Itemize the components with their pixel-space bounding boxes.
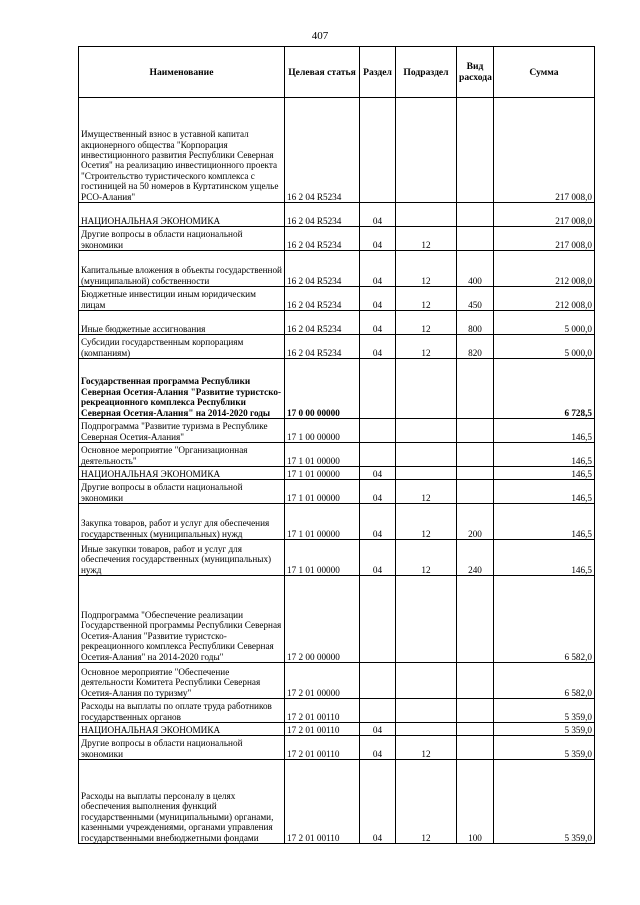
cell-type: 240: [457, 540, 494, 576]
table-row: [79, 480, 595, 504]
cell-code: 17 2 01 00110: [285, 736, 360, 760]
cell-type: [457, 467, 494, 480]
cell-subsection: 12: [396, 540, 457, 576]
cell-sum: 217 008,0: [494, 98, 595, 203]
cell-sum: 6 582,0: [494, 576, 595, 663]
cell-name: Другие вопросы в области национальной экономики: [79, 480, 285, 504]
cell-name: Иные бюджетные ассигнования: [79, 311, 285, 335]
cell-code: 16 2 04 R5234: [285, 227, 360, 251]
cell-code: 17 1 00 00000: [285, 419, 360, 443]
cell-name: Иные закупки товаров, работ и услуг для обеспечения государственных (муниципальных) нужд: [79, 540, 285, 576]
cell-section: 04: [360, 335, 396, 359]
table-row: [79, 467, 595, 480]
cell-section: 04: [360, 227, 396, 251]
table-row: [79, 203, 595, 227]
cell-sum: 146,5: [494, 443, 595, 467]
cell-sum: 146,5: [494, 480, 595, 504]
cell-type: [457, 203, 494, 227]
cell-subsection: 12: [396, 227, 457, 251]
cell-subsection: [396, 467, 457, 480]
cell-sum: 5 359,0: [494, 699, 595, 723]
cell-subsection: [396, 98, 457, 203]
table-row: [79, 227, 595, 251]
cell-type: 800: [457, 311, 494, 335]
cell-type: [457, 98, 494, 203]
cell-subsection: 12: [396, 287, 457, 311]
table-row: [79, 736, 595, 760]
cell-subsection: [396, 576, 457, 663]
cell-type: 450: [457, 287, 494, 311]
cell-section: [360, 419, 396, 443]
table-row: [79, 760, 595, 844]
cell-type: [457, 227, 494, 251]
table-row: [79, 359, 595, 419]
cell-name: Закупка товаров, работ и услуг для обеспечения государственных (муниципальных) нужд: [79, 504, 285, 540]
cell-subsection: [396, 663, 457, 699]
cell-subsection: 12: [396, 311, 457, 335]
cell-name: Основное мероприятие "Организационная деятельность": [79, 443, 285, 467]
cell-subsection: 12: [396, 736, 457, 760]
cell-name: Субсидии государственным корпорациям (компаниям): [79, 335, 285, 359]
header-code: Целевая статья: [285, 47, 360, 98]
table-row: [79, 699, 595, 723]
cell-sum: 5 000,0: [494, 335, 595, 359]
cell-name: Капитальные вложения в объекты государственной (муниципальной) собственности: [79, 251, 285, 287]
cell-code: 16 2 04 R5234: [285, 251, 360, 287]
cell-code: 17 1 01 00000: [285, 504, 360, 540]
cell-code: 17 1 01 00000: [285, 480, 360, 504]
cell-section: 04: [360, 311, 396, 335]
cell-sum: 5 000,0: [494, 311, 595, 335]
table-row: [79, 287, 595, 311]
cell-name: Подпрограмма "Развитие туризма в Республике Северная Осетия-Алания": [79, 419, 285, 443]
cell-section: 04: [360, 540, 396, 576]
table-row: [79, 335, 595, 359]
cell-subsection: [396, 203, 457, 227]
cell-code: 17 1 01 00000: [285, 443, 360, 467]
table-row: [79, 663, 595, 699]
cell-name: Основное мероприятие "Обеспечение деятельности Комитета Республики Северная Осетия-Алания по туризму": [79, 663, 285, 699]
table-row: [79, 98, 595, 203]
cell-code: 16 2 04 R5234: [285, 335, 360, 359]
page-number: 407: [311, 30, 329, 42]
cell-code: 16 2 04 R5234: [285, 98, 360, 203]
cell-code: 16 2 04 R5234: [285, 203, 360, 227]
cell-name: Бюджетные инвестиции иным юридическим лицам: [79, 287, 285, 311]
cell-sum: 146,5: [494, 504, 595, 540]
cell-type: [457, 576, 494, 663]
table-row: [79, 576, 595, 663]
table-row: [79, 540, 595, 576]
cell-sum: 5 359,0: [494, 723, 595, 736]
cell-sum: 212 008,0: [494, 251, 595, 287]
cell-section: 04: [360, 203, 396, 227]
header-section: Раздел: [360, 47, 396, 98]
table-header-row: [79, 47, 595, 98]
cell-name: Другие вопросы в области национальной экономики: [79, 736, 285, 760]
cell-sum: 146,5: [494, 467, 595, 480]
cell-type: [457, 359, 494, 419]
cell-section: [360, 359, 396, 419]
cell-section: 04: [360, 736, 396, 760]
table-row: [79, 251, 595, 287]
cell-section: 04: [360, 760, 396, 844]
cell-code: 17 2 01 00110: [285, 699, 360, 723]
cell-code: 17 2 01 00110: [285, 760, 360, 844]
cell-subsection: 12: [396, 335, 457, 359]
cell-name: Расходы на выплаты по оплате труда работников государственных органов: [79, 699, 285, 723]
header-name: Наименование: [79, 47, 285, 98]
cell-name: Другие вопросы в области национальной экономики: [79, 227, 285, 251]
cell-subsection: [396, 443, 457, 467]
cell-type: 400: [457, 251, 494, 287]
cell-code: 16 2 04 R5234: [285, 287, 360, 311]
cell-sum: 5 359,0: [494, 760, 595, 844]
cell-type: [457, 736, 494, 760]
cell-name: НАЦИОНАЛЬНАЯ ЭКОНОМИКА: [79, 467, 285, 480]
cell-subsection: [396, 699, 457, 723]
cell-name: Подпрограмма "Обеспечение реализации Государственной программы Республики Северная Осетия-Алания "Развитие туристско-рекреационного комплекса Республики Северная Осетия-Алания" на 2014-2020 годы": [79, 576, 285, 663]
cell-subsection: [396, 723, 457, 736]
cell-sum: 212 008,0: [494, 287, 595, 311]
cell-name: НАЦИОНАЛЬНАЯ ЭКОНОМИКА: [79, 203, 285, 227]
cell-code: 17 1 01 00000: [285, 467, 360, 480]
cell-code: 16 2 04 R5234: [285, 311, 360, 335]
table-row: [79, 311, 595, 335]
cell-type: [457, 443, 494, 467]
cell-code: 17 2 00 00000: [285, 576, 360, 663]
cell-subsection: 12: [396, 251, 457, 287]
cell-code: 17 1 01 00000: [285, 540, 360, 576]
header-sum: Сумма: [494, 47, 595, 98]
cell-code: 17 2 01 00110: [285, 723, 360, 736]
cell-type: [457, 723, 494, 736]
cell-sum: 146,5: [494, 419, 595, 443]
header-type: Вид расхода: [457, 47, 494, 98]
header-subsection: Подраздел: [396, 47, 457, 98]
cell-section: [360, 576, 396, 663]
cell-subsection: [396, 419, 457, 443]
cell-type: 200: [457, 504, 494, 540]
cell-name: НАЦИОНАЛЬНАЯ ЭКОНОМИКА: [79, 723, 285, 736]
cell-subsection: 12: [396, 480, 457, 504]
cell-section: 04: [360, 504, 396, 540]
cell-sum: 217 008,0: [494, 203, 595, 227]
cell-type: [457, 663, 494, 699]
cell-subsection: 12: [396, 504, 457, 540]
cell-type: [457, 419, 494, 443]
cell-section: 04: [360, 287, 396, 311]
cell-name: Государственная программа Республики Северная Осетия-Алания "Развитие туристско-рекреационного комплекса Республики Северная Осетия-Алания" на 2014-2020 годы: [79, 359, 285, 419]
cell-section: [360, 663, 396, 699]
table-row: [79, 723, 595, 736]
cell-type: 100: [457, 760, 494, 844]
table-row: [79, 504, 595, 540]
table-row: [79, 443, 595, 467]
cell-type: [457, 480, 494, 504]
table-row: [79, 419, 595, 443]
budget-table: [78, 46, 595, 844]
cell-code: 17 0 00 00000: [285, 359, 360, 419]
cell-section: 04: [360, 251, 396, 287]
cell-type: 820: [457, 335, 494, 359]
cell-code: 17 2 01 00000: [285, 663, 360, 699]
cell-name: Расходы на выплаты персоналу в целях обеспечения выполнения функций государственными (муниципальными) органами, казенными учреждениями, органами управления государственными внебюджетными фондами: [79, 760, 285, 844]
cell-sum: 6 582,0: [494, 663, 595, 699]
cell-section: [360, 699, 396, 723]
cell-sum: 217 008,0: [494, 227, 595, 251]
cell-section: [360, 98, 396, 203]
cell-section: 04: [360, 723, 396, 736]
cell-sum: 146,5: [494, 540, 595, 576]
cell-sum: 5 359,0: [494, 736, 595, 760]
cell-sum: 6 728,5: [494, 359, 595, 419]
cell-subsection: [396, 359, 457, 419]
cell-type: [457, 699, 494, 723]
cell-name: Имущественный взнос в уставной капитал акционерного общества "Корпорация инвестиционного развития Республики Северная Осетия" на реализацию инвестиционного проекта "Строительство туристического комплекса с гостиницей на 50 номеров в Куртатинском ущелье РСО-Алания": [79, 98, 285, 203]
cell-section: 04: [360, 480, 396, 504]
cell-subsection: 12: [396, 760, 457, 844]
cell-section: 04: [360, 467, 396, 480]
cell-section: [360, 443, 396, 467]
